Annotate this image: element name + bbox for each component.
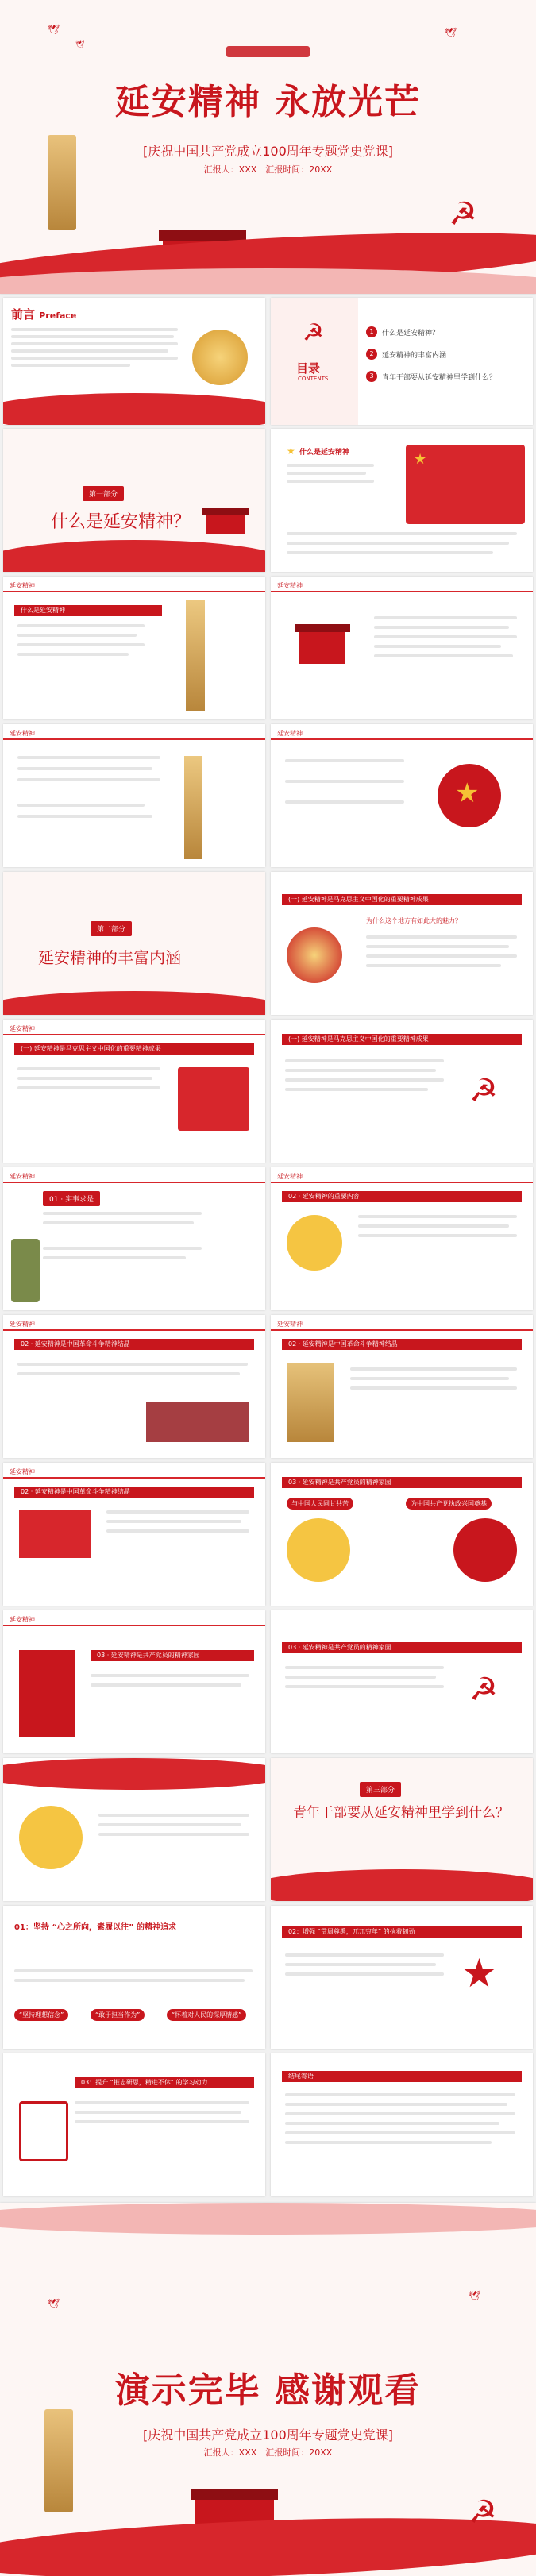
closing-subtitle: [庆祝中国共产党成立100周年专题党史党课]: [142, 2428, 394, 2443]
header-rule: [3, 738, 265, 740]
part3-title: 青年干部要从延安精神里学到什么？: [293, 1805, 509, 1821]
hammer-sickle-icon: ☭: [469, 1672, 498, 1708]
section-bar: 02 · 延安精神是中国革命斗争精神结晶: [282, 1339, 522, 1350]
toc-item-3[interactable]: 青年干部要从延安精神里学到什么？: [382, 374, 497, 382]
text-line: [17, 804, 145, 807]
content-slide[interactable]: [271, 2053, 533, 2196]
closing-title: 演示完毕 感谢观看: [114, 2370, 422, 2411]
text-line: [11, 364, 130, 367]
text-line: [374, 635, 517, 638]
slide-header: 延安精神: [10, 1173, 35, 1180]
slide-header: 延安精神: [277, 1173, 303, 1180]
text-line: [350, 1367, 517, 1371]
clipboard-icon: [19, 2101, 68, 2161]
red-ribbon: [3, 540, 265, 572]
text-line: [287, 464, 374, 467]
text-line: [17, 643, 145, 646]
text-line: [17, 624, 145, 627]
slide-header: 延安精神: [277, 582, 303, 589]
tiananmen-silhouette: [226, 46, 310, 57]
red-ribbon: [271, 1869, 533, 1901]
text-line: [374, 645, 501, 648]
text-line: [17, 815, 152, 818]
hammer-sickle-icon: ☭: [469, 1073, 498, 1109]
huabiao-pillar: [184, 756, 202, 859]
text-line: [17, 778, 160, 781]
tag-pill: 为中国共产党执政兴国奠基: [406, 1498, 492, 1510]
sub-question: 为什么这个地方有如此大的魅力？: [366, 917, 461, 924]
text-line: [366, 935, 517, 939]
toc-title-en: CONTENTS: [298, 376, 329, 382]
point-heading: 01：坚持 “心之所向，素履以往” 的精神追求: [14, 1923, 177, 1932]
text-line: [366, 964, 501, 967]
section-bar: (一) 延安精神是马克思主义中国化的重要精神成果: [282, 894, 522, 905]
star-icon: ★: [461, 1950, 497, 1996]
header-rule: [3, 1329, 265, 1331]
text-line: [350, 1386, 517, 1390]
gate-roof: [191, 2489, 278, 2500]
text-line: [287, 480, 374, 483]
text-line: [91, 1683, 241, 1687]
text-line: [285, 1963, 436, 1966]
text-line: [358, 1215, 517, 1218]
text-line: [75, 2101, 249, 2104]
header-rule: [3, 1477, 265, 1479]
text-line: [287, 542, 509, 545]
toc-slide[interactable]: [271, 298, 533, 425]
text-line: [98, 1823, 241, 1826]
hammer-sickle-icon: ☭: [449, 196, 477, 233]
text-line: [285, 780, 404, 783]
temple-body: [299, 632, 345, 664]
preface-title: 前言 Preface: [11, 307, 77, 322]
cover-slide[interactable]: [0, 0, 536, 294]
part1-question: 什么是延安精神: [299, 449, 350, 457]
red-ribbon: [3, 393, 265, 425]
text-line: [285, 759, 404, 762]
tag-pill: “敢于担当作为”: [91, 2009, 145, 2021]
content-slide[interactable]: [271, 1315, 533, 1458]
text-line: [285, 1676, 436, 1679]
content-slide[interactable]: [271, 1610, 533, 1753]
toc-title: 目录: [296, 361, 321, 376]
part1-title: 什么是延安精神？: [51, 512, 191, 532]
content-slide[interactable]: [271, 724, 533, 867]
text-line: [75, 2111, 241, 2114]
section-bar: 02 · 延安精神是中国革命斗争精神结晶: [14, 1339, 254, 1350]
cover-subtitle: [庆祝中国共产党成立100周年专题党史党课]: [142, 144, 394, 159]
text-line: [17, 653, 129, 656]
text-line: [17, 1372, 240, 1375]
text-line: [98, 1814, 249, 1817]
section-bar: 03 · 延安精神是共产党员的精神家园: [91, 1650, 254, 1661]
text-line: [43, 1247, 202, 1250]
text-line: [285, 2122, 499, 2125]
text-line: [374, 616, 517, 619]
text-line: [98, 1833, 249, 1836]
text-line: [17, 1067, 160, 1070]
content-slide[interactable]: [271, 1906, 533, 2049]
text-line: [374, 654, 513, 657]
text-line: [285, 800, 404, 804]
huabiao-pillar: [44, 2409, 73, 2512]
text-line: [374, 626, 509, 629]
text-line: [366, 945, 509, 948]
header-rule: [271, 1329, 533, 1331]
part1-label: 第一部分: [83, 486, 124, 501]
content-slide[interactable]: [271, 577, 533, 719]
section-bar: 结尾寄语: [282, 2071, 522, 2082]
header-rule: [3, 1625, 265, 1626]
header-rule: [3, 1182, 265, 1183]
text-line: [75, 2120, 249, 2123]
cover-reporter: 汇报人：XXX 汇报时间：20XX: [203, 164, 333, 175]
marching-silhouettes: [146, 1402, 249, 1442]
text-line: [285, 1078, 444, 1082]
slide-header: 延安精神: [10, 1025, 35, 1032]
text-line: [17, 1363, 248, 1366]
text-line: [14, 1969, 253, 1972]
text-line: [17, 1077, 152, 1080]
red-ribbon: [3, 991, 265, 1015]
text-line: [11, 335, 174, 338]
text-line: [11, 349, 168, 353]
text-line: [285, 2131, 515, 2134]
part2-title: 延安精神的丰富内涵: [38, 948, 181, 967]
text-line: [17, 767, 152, 770]
dove-icon: 🕊: [75, 41, 85, 49]
text-line: [11, 342, 178, 345]
red-flag-image: [178, 1067, 249, 1131]
part1-intro-slide[interactable]: [271, 429, 533, 572]
text-line: [285, 1069, 436, 1072]
hammer-sickle-icon: ☭: [303, 319, 324, 347]
content-slide[interactable]: [3, 577, 265, 719]
text-line: [17, 756, 160, 759]
header-rule: [271, 738, 533, 740]
closing-slide[interactable]: [0, 2203, 536, 2576]
hammer-sickle-icon: ☭: [469, 2494, 497, 2531]
dove-icon: 🕊: [48, 24, 60, 35]
slide-header: 延安精神: [10, 582, 35, 589]
golden-star-emblem: [287, 927, 342, 983]
header-rule: [3, 1034, 265, 1035]
content-slide[interactable]: [271, 1020, 533, 1163]
temple-body: [206, 515, 245, 534]
temple-roof: [202, 508, 249, 515]
toc-number: 2: [366, 349, 377, 360]
section-bar: 什么是延安精神: [14, 605, 162, 616]
content-slide[interactable]: [3, 1906, 265, 2049]
section-bar: 03 · 延安精神是共产党员的精神家园: [282, 1642, 522, 1653]
text-line: [11, 357, 178, 360]
slide-header: 延安精神: [10, 730, 35, 737]
text-line: [43, 1221, 194, 1224]
section-bar: (一) 延安精神是马克思主义中国化的重要精神成果: [14, 1043, 254, 1055]
huabiao-pillar: [48, 135, 76, 230]
preface-slide[interactable]: [3, 298, 265, 425]
star-icon: ★: [414, 451, 427, 468]
text-line: [285, 1953, 444, 1957]
header-rule: [271, 1182, 533, 1183]
text-line: [285, 1088, 428, 1091]
tag-pill: “坚持理想信念”: [14, 2009, 68, 2021]
fist-emblem: [19, 1806, 83, 1869]
text-line: [285, 1685, 444, 1688]
text-line: [358, 1234, 517, 1237]
text-line: [285, 2112, 515, 2115]
part2-intro-slide[interactable]: [271, 872, 533, 1015]
star-emblem: [453, 1518, 517, 1582]
closing-reporter: 汇报人：XXX 汇报时间：20XX: [203, 2447, 333, 2458]
text-line: [350, 1377, 509, 1380]
fist-emblem: [287, 1215, 342, 1271]
statue-image: [287, 1363, 334, 1442]
text-line: [287, 551, 493, 554]
text-line: [91, 1674, 249, 1677]
text-line: [11, 328, 178, 331]
part1-title-slide[interactable]: [3, 429, 265, 572]
text-line: [17, 1086, 160, 1089]
dove-icon: 🕊: [445, 27, 457, 38]
text-line: [106, 1510, 249, 1514]
content-slide[interactable]: [271, 1167, 533, 1310]
text-line: [106, 1529, 249, 1533]
text-line: [285, 2141, 492, 2144]
temple-roof: [295, 624, 350, 632]
ribbon-highlight: [0, 2203, 536, 2235]
cover-title: 延安精神 永放光芒: [114, 82, 422, 122]
star-icon: ★: [287, 445, 295, 457]
worker-emblem: [287, 1518, 350, 1582]
text-line: [14, 1979, 245, 1982]
huabiao-pillar: [186, 600, 205, 711]
slide-header: 延安精神: [277, 1321, 303, 1328]
content-slide[interactable]: [3, 1758, 265, 1901]
slide-header: 延安精神: [277, 730, 303, 737]
ribbon-highlight: [0, 268, 536, 294]
slide-header: 延安精神: [10, 1616, 35, 1623]
content-slide[interactable]: [3, 1463, 265, 1606]
content-slide[interactable]: [3, 1167, 265, 1310]
text-line: [366, 954, 517, 958]
text-line: [43, 1256, 186, 1259]
text-line: [285, 1666, 444, 1669]
slide-header: 延安精神: [10, 1468, 35, 1475]
text-line: [285, 1059, 444, 1062]
dove-icon: 🕊: [469, 2290, 481, 2301]
text-line: [287, 532, 517, 535]
tag-pill: 与中国人民同甘共苦: [287, 1498, 353, 1510]
toc-item-1[interactable]: 什么是延安精神？: [382, 330, 440, 337]
section-bar: 03：提升 “摧志研思，精进不休” 的学习动力: [75, 2077, 254, 2088]
section-bar: (一) 延安精神是马克思主义中国化的重要精神成果: [282, 1034, 522, 1045]
part2-title-slide[interactable]: [3, 872, 265, 1015]
red-ribbon: [3, 1758, 265, 1790]
subsection-label: 01 · 实事求是: [43, 1191, 100, 1206]
text-line: [358, 1224, 509, 1228]
toc-number: 3: [366, 371, 377, 382]
section-bar: 03 · 延安精神是共产党员的精神家园: [282, 1477, 522, 1488]
text-line: [287, 472, 366, 475]
tag-pill: “怀着对人民的深厚情感”: [167, 2009, 246, 2021]
header-rule: [3, 591, 265, 592]
content-slide[interactable]: [3, 1315, 265, 1458]
text-line: [285, 2103, 507, 2106]
content-slide[interactable]: [3, 1020, 265, 1163]
section-bar: 02 · 延安精神的重要内容: [282, 1191, 522, 1202]
text-line: [285, 2093, 515, 2096]
text-line: [17, 634, 137, 637]
toc-number: 1: [366, 326, 377, 337]
star-icon: ★: [455, 777, 480, 809]
toc-item-2[interactable]: 延安精神的丰富内涵: [382, 352, 447, 360]
dove-icon: 🕊: [48, 2298, 60, 2309]
content-slide[interactable]: [3, 2053, 265, 2196]
part2-label: 第二部分: [91, 921, 132, 936]
part3-title-slide[interactable]: [271, 1758, 533, 1901]
text-line: [285, 1972, 444, 1976]
golden-emblem: [192, 330, 248, 385]
red-flag-image: [19, 1510, 91, 1558]
content-slide[interactable]: [3, 724, 265, 867]
section-bar: 02 · 延安精神是中国革命斗争精神结晶: [14, 1487, 254, 1498]
monument-image: [19, 1650, 75, 1737]
content-slide[interactable]: [3, 1610, 265, 1753]
text-line: [43, 1212, 202, 1215]
header-rule: [271, 591, 533, 592]
slide-header: 延安精神: [10, 1321, 35, 1328]
text-line: [106, 1520, 241, 1523]
content-slide[interactable]: [271, 1463, 533, 1606]
section-bar: 02：增强 “贯周尊禹，兀兀穷年” 的执着韧劲: [282, 1926, 522, 1938]
part3-label: 第三部分: [360, 1782, 401, 1797]
soldier-figure: [11, 1239, 40, 1302]
